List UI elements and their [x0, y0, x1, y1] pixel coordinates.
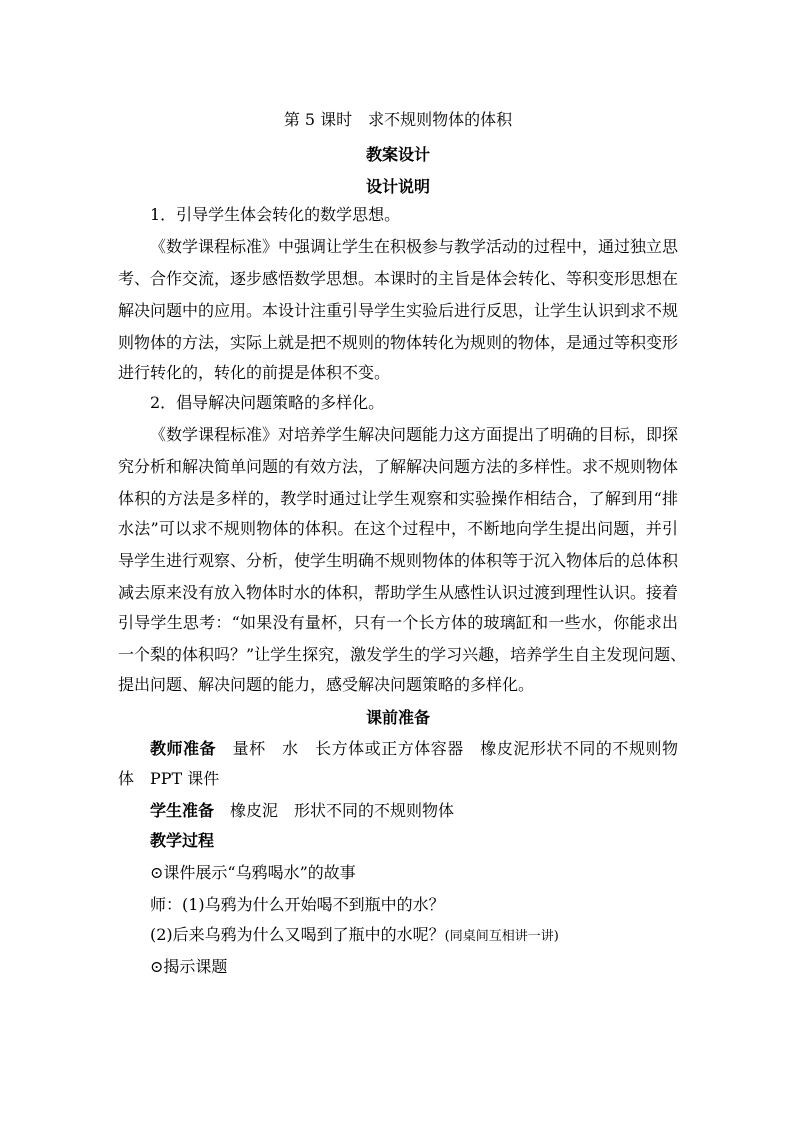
point2-line-6: 减去原来没有放入物体时水的体积，帮助学生从感性认识过渡到理性认识。接着: [118, 583, 679, 602]
teacher-question-1: 师：(1)乌鸦为什么开始喝不到瓶中的水？: [150, 895, 445, 914]
section-process: 教学过程: [150, 831, 215, 850]
teacher-prep-text-1: 量杯 水 长方体或正方体容器 橡皮泥形状不同的不规则物: [232, 739, 678, 758]
question-2-note: (同桌间互相讲一讲): [444, 929, 559, 944]
section-lesson-design: 教案设计: [365, 145, 430, 164]
point2-line-8: 一个梨的体积吗？”让学生探究，激发学生的学习兴趣，培养学生自主发现问题、: [118, 645, 687, 664]
step-reveal-topic: ⊙揭示课题: [150, 957, 228, 976]
point2-line-3: 体积的方法是多样的，教学时通过让学生观察和实验操作相结合，了解到用“排: [118, 489, 678, 508]
teacher-prep-label: 教师准备: [150, 739, 217, 758]
teacher-question-2: [150, 925, 678, 947]
point1-line-2: 考、合作交流，逐步感悟数学思想。本课时的主旨是体会转化、等积变形思想在: [118, 269, 679, 288]
point2-line-2: 究分析和解决简单问题的有效方法，了解解决问题方法的多样性。求不规则物体: [118, 457, 679, 476]
point2-line-4: 水法”可以求不规则物体的体积。在这个过程中，不断地向学生提出问题，并引: [118, 519, 678, 538]
point2-heading: 2．倡导解决问题策略的多样化。: [150, 393, 385, 412]
point2-line-9: 提出问题、解决问题的能力，感受解决问题策略的多样化。: [118, 675, 535, 694]
question-2-text: (2)后来乌鸦为什么又喝到了瓶中的水呢？: [150, 925, 445, 944]
teacher-prep-line-1: [150, 739, 678, 759]
step-story-show: ⊙课件展示“乌鸦喝水”的故事: [150, 863, 356, 882]
point2-line-7: 引导学生思考：“如果没有量杯，只有一个长方体的玻璃缸和一些水，你能求出: [118, 613, 678, 632]
point1-line-5: 进行转化的，转化的前提是体积不变。: [118, 363, 391, 382]
point2-line-1: 《数学课程标准》对培养学生解决问题能力这方面提出了明确的目标，即探: [150, 425, 679, 444]
student-prep-text: 橡皮泥 形状不同的不规则物体: [230, 801, 455, 820]
section-design-notes: 设计说明: [365, 177, 430, 196]
point1-line-4: 则物体的方法，实际上就是把不规则的物体转化为规则的物体，是通过等积变形: [118, 333, 679, 352]
point1-line-3: 解决问题中的应用。本设计注重引导学生实验后进行反思，让学生认识到求不规: [118, 301, 679, 320]
student-prep-label: 学生准备: [150, 801, 215, 820]
point1-heading: 1．引导学生体会转化的数学思想。: [150, 205, 401, 224]
lesson-title: 第 5 课时 求不规则物体的体积: [283, 110, 513, 129]
point1-line-1: 《数学课程标准》中强调让学生在积极参与教学活动的过程中，通过独立思: [150, 237, 679, 256]
point2-line-5: 导学生进行观察、分析，使学生明确不规则物体的体积等于沉入物体后的总体积: [118, 551, 679, 570]
student-prep-line: [150, 801, 678, 821]
teacher-prep-line-2: 体 PPT 课件: [118, 769, 220, 788]
section-preparation: 课前准备: [365, 708, 430, 727]
